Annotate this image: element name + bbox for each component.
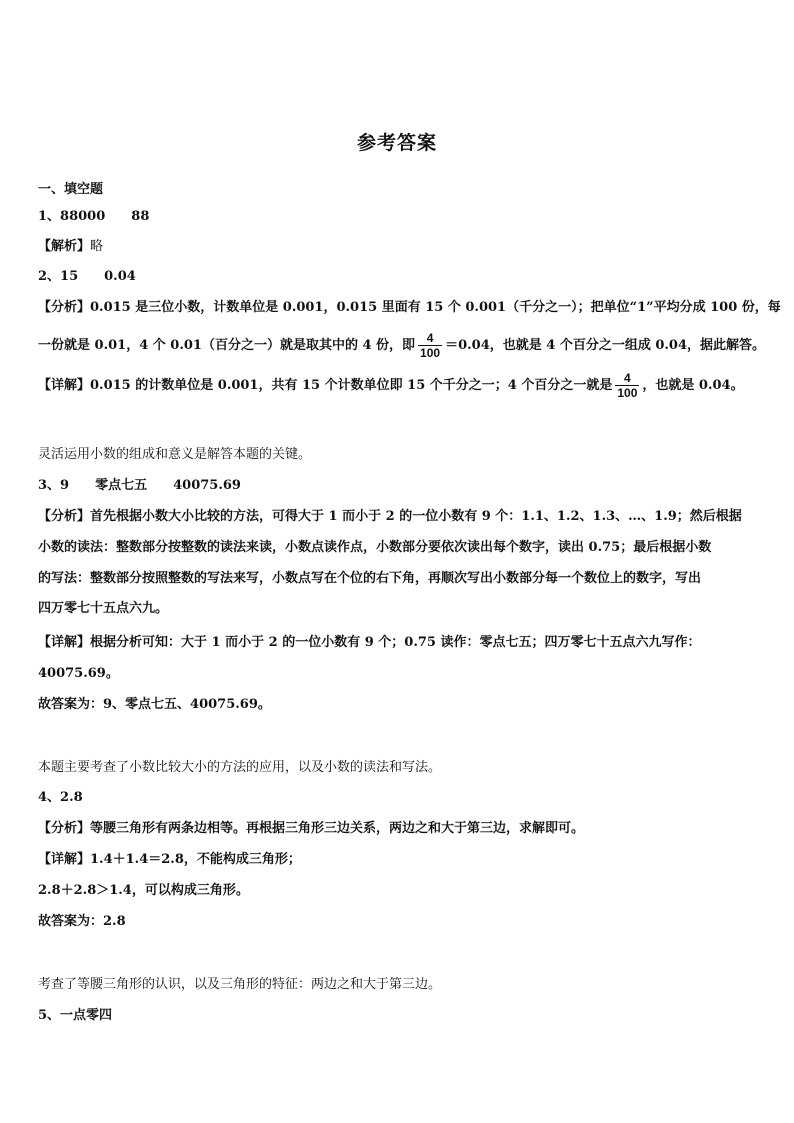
question-4-analysis xyxy=(38,820,758,838)
answer-value: 一点零四 xyxy=(60,1008,113,1023)
analysis-text: 略 xyxy=(90,239,104,254)
analysis-text: ＝0.04，也就是 4 个百分之一组成 0.04，据此解答。 xyxy=(445,338,766,353)
question-number: 3、 xyxy=(38,478,61,493)
fraction xyxy=(418,331,442,360)
fraction-denominator: 100 xyxy=(420,346,441,360)
analysis-text: 一份就是 0.01，4 个 0.01（百分之一）就是取其中的 4 份，即 xyxy=(38,338,416,353)
question-number: 4、 xyxy=(38,790,61,805)
question-2-answer xyxy=(38,268,758,286)
analysis-text: 0.015 是三位小数，计数单位是 0.001，0.015 里面有 15 个 0.001（千分之一）；把单位“1”平均分成 100 份，每 xyxy=(90,300,781,315)
question-number: 5、 xyxy=(38,1008,61,1023)
question-number: 1、 xyxy=(38,209,61,224)
page-title: 参考答案 xyxy=(356,132,437,154)
question-2-comment: 灵活运用小数的组成和意义是解答本题的关键。 xyxy=(38,447,312,462)
detail-tag: 【详解】 xyxy=(38,635,91,650)
section-heading: 一、填空题 xyxy=(38,182,104,197)
question-1-analysis xyxy=(38,238,758,256)
analysis-text: 等腰三角形有两条边相等。再根据三角形三边关系，两边之和大于第三边，求解即可。 xyxy=(90,821,585,836)
answer-value: 2.8 xyxy=(60,790,83,805)
analysis-text: 首先根据小数大小比较的方法，可得大于 1 而小于 2 的一位小数有 9 个：1.1、1.2、1.3、…、1.9；然后根据 xyxy=(90,509,742,524)
question-3-comment: 本题主要考查了小数比较大小的方法的应用，以及小数的读法和写法。 xyxy=(38,760,442,775)
detail-text: 根据分析可知：大于 1 而小于 2 的一位小数有 9 个；0.75 读作：零点七五；四万零七十五点六九写作： xyxy=(90,635,701,650)
analysis-tag: 【分析】 xyxy=(38,300,91,315)
question-2-analysis-line-1 xyxy=(38,299,781,317)
answer-value: 15 xyxy=(60,269,79,284)
question-3-detail-line-2: 40075.69。 xyxy=(38,666,119,681)
answer-value: 88000 xyxy=(60,209,106,224)
question-3-analysis-line-4: 四万零七十五点六九。 xyxy=(38,601,169,616)
detail-text: 0.015 的计数单位是 0.001，共有 15 个计数单位即 15 个千分之一；4 个百分之一就是 xyxy=(90,378,613,393)
fraction-numerator: 4 xyxy=(418,331,442,346)
analysis-tag: 【分析】 xyxy=(38,821,91,836)
answer-value: 40075.69 xyxy=(173,478,241,493)
answer-value: 9 xyxy=(60,478,70,493)
question-3-analysis-line-3: 的写法：整数部分按照整数的写法来写，小数点写在个位的右下角，再顺次写出小数部分每一个数位上的数字，写出 xyxy=(38,571,702,586)
detail-text: ，也就是 0.04。 xyxy=(642,378,744,393)
fraction-denominator: 100 xyxy=(617,386,638,400)
question-3-detail-line-1 xyxy=(38,634,758,652)
question-number: 2、 xyxy=(38,269,61,284)
analysis-tag: 【分析】 xyxy=(38,509,91,524)
fraction xyxy=(615,371,639,400)
question-4-final-answer: 故答案为：2.8 xyxy=(38,914,126,929)
question-3-analysis-line-2: 小数的读法：整数部分按整数的读法来读，小数点读作点，小数部分要依次读出每个数字，读出 0.75；最后根据小数 xyxy=(38,540,712,555)
question-4-comment: 考查了等腰三角形的认识，以及三角形的特征：两边之和大于第三边。 xyxy=(38,977,442,992)
question-3-answer xyxy=(38,477,758,495)
detail-tag: 【详解】 xyxy=(38,378,91,393)
question-3-analysis-line-1 xyxy=(38,508,758,526)
question-1-answer xyxy=(38,208,758,226)
answer-value: 0.04 xyxy=(104,269,136,284)
answer-value: 88 xyxy=(131,209,150,224)
detail-text: 1.4＋1.4＝2.8，不能构成三角形； xyxy=(90,852,301,867)
question-4-answer xyxy=(38,789,758,807)
answer-value: 零点七五 xyxy=(95,478,148,493)
question-2-analysis-line-2 xyxy=(38,326,766,366)
question-4-detail-line-1 xyxy=(38,851,758,869)
question-3-final-answer: 故答案为：9、零点七五、40075.69。 xyxy=(38,697,271,712)
question-5-answer xyxy=(38,1007,758,1025)
analysis-tag: 【解析】 xyxy=(38,239,91,254)
question-4-detail-line-2: 2.8＋2.8＞1.4，可以构成三角形。 xyxy=(38,883,249,898)
detail-tag: 【详解】 xyxy=(38,852,91,867)
question-2-detail xyxy=(38,366,758,406)
fraction-numerator: 4 xyxy=(615,371,639,386)
